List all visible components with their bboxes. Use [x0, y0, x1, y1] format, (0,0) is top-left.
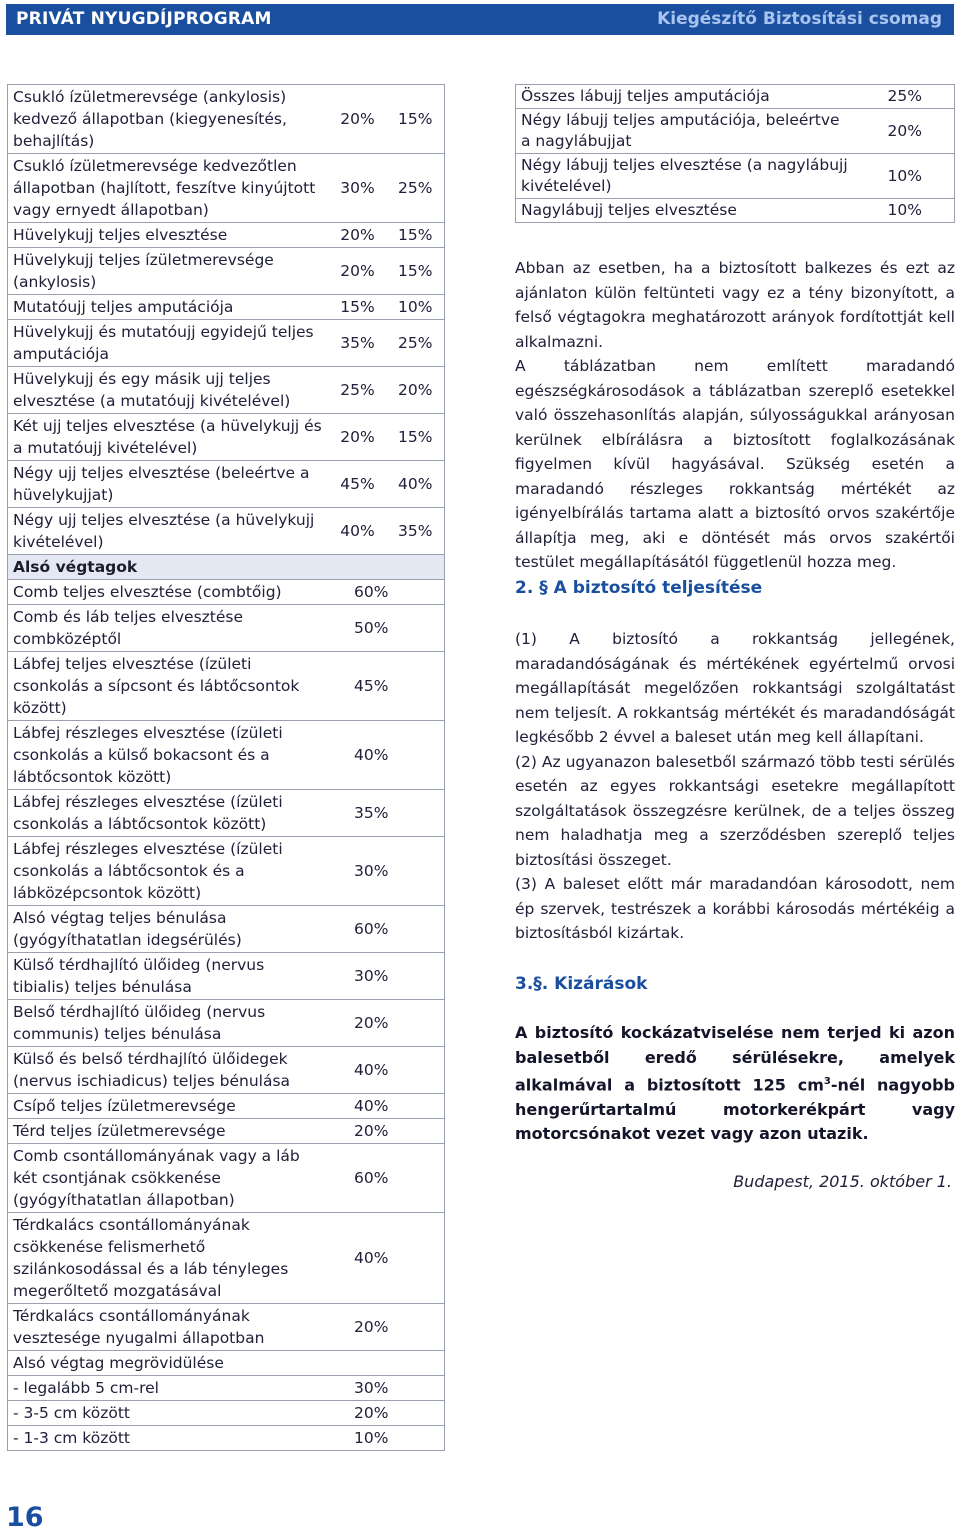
package-title: Kiegészítő Biztosítási csomag	[657, 9, 942, 29]
table-row	[8, 953, 445, 1000]
table-row	[8, 790, 445, 837]
page-number: 16	[6, 1502, 44, 1533]
table-row	[8, 1047, 445, 1094]
section-3-title: 3.§. Kizárások	[515, 974, 648, 994]
rate-value: 20%	[329, 1119, 445, 1144]
rate-secondary: 25%	[387, 320, 445, 367]
paragraph-unlisted-damage: A táblázatban nem említett maradandó egészségkárosodások a táblázatban szereplő esetekkel való összehasonlítás alapján, súlyosságukkal arányosan kerülnek elbírálásra a biztosított foglalkozásának figyelmen kívül hagyásával. Szükség esetén a maradandó részleges rokkantság mértékét az igényelbírálás tartama alatt a biztosító orvos szakértője állapítja meg, aki e döntését más orvos szakértői testület megállapításától függetlenül hozza meg.	[515, 357, 955, 571]
rate-value: 60%	[329, 1144, 445, 1213]
rate-value: 60%	[329, 906, 445, 953]
table-row	[8, 367, 445, 414]
rate-value: 20%	[855, 109, 955, 154]
rate-value: 30%	[329, 1376, 445, 1401]
injury-label: Négy ujj teljes elvesztése (a hüvelykujj kivételével)	[8, 508, 329, 555]
table-row	[8, 721, 445, 790]
injury-label: Comb csontállományának vagy a láb két csontjának csökkenése (gyógyíthatatlan állapotban)	[8, 1144, 329, 1213]
injury-label: Hüvelykujj teljes ízületmerevsége (ankylosis)	[8, 248, 329, 295]
rate-secondary: 40%	[387, 461, 445, 508]
injury-label: - 1-3 cm között	[8, 1426, 329, 1451]
rate-value: 20%	[329, 1304, 445, 1351]
table-row	[8, 85, 445, 154]
injury-label: Lábfej részleges elvesztése (ízületi csonkolás a külső bokacsont és a lábtőcsontok között)	[8, 721, 329, 790]
rate-primary: 15%	[329, 295, 387, 320]
rate-value: 20%	[329, 1401, 445, 1426]
table-row	[516, 199, 955, 223]
program-title: PRIVÁT NYUGDÍJPROGRAM	[16, 9, 272, 29]
exclusion-superscript: 3	[823, 1076, 831, 1087]
injury-label: Négy lábujj teljes elvesztése (a nagylábujj kivételével)	[516, 154, 855, 199]
rate-value: 35%	[329, 790, 445, 837]
section-2-body	[515, 627, 955, 946]
rate-secondary: 20%	[387, 367, 445, 414]
table-row	[8, 1304, 445, 1351]
rate-secondary: 15%	[387, 223, 445, 248]
injury-label: Comb teljes elvesztése (combtőig)	[8, 580, 329, 605]
rate-value: 10%	[855, 199, 955, 223]
exclusion-paragraph	[515, 1021, 955, 1147]
rate-primary: 20%	[329, 248, 387, 295]
injury-label: Négy ujj teljes elvesztése (beleértve a hüvelykujjat)	[8, 461, 329, 508]
injury-label: Csípő teljes ízületmerevsége	[8, 1094, 329, 1119]
table-row	[8, 1401, 445, 1426]
table-row	[8, 154, 445, 223]
table-row	[8, 248, 445, 295]
table-row	[8, 1376, 445, 1401]
rate-value: 40%	[329, 1047, 445, 1094]
injury-label: Mutatóujj teljes amputációja	[8, 295, 329, 320]
table-row	[516, 154, 955, 199]
exclusion-text-start: A biztosító kockázatviselése nem terjed ki azon balesetből eredő sérülésekre, amelyek alkalmával a biztosított 125 cm	[515, 1023, 955, 1095]
injury-label: Lábfej részleges elvesztése (ízületi csonkolás a lábtőcsontok között)	[8, 790, 329, 837]
rate-secondary: 10%	[387, 295, 445, 320]
injury-label: Hüvelykujj és mutatóujj egyidejű teljes amputációja	[8, 320, 329, 367]
rate-value: 30%	[329, 953, 445, 1000]
rate-value: 60%	[329, 580, 445, 605]
injury-label: Két ujj teljes elvesztése (a hüvelykujj és a mutatóujj kivételével)	[8, 414, 329, 461]
section-2-paragraph-2: (2) Az ugyanazon balesetből származó több testi sérülés esetén az egyes rokkantsági esetekre megállapított szolgáltatások összegzésre kerülnek, de a teljes összeg nem haladhatja meg a szerződésben szereplő teljes biztosítási összeget.	[515, 752, 955, 869]
injury-label: Térdkalács csontállományának vesztesége nyugalmi állapotban	[8, 1304, 329, 1351]
table-row	[8, 508, 445, 555]
injury-label: Négy lábujj teljes amputációja, beleértve a nagylábujjat	[516, 109, 855, 154]
injury-label: Térd teljes ízületmerevsége	[8, 1119, 329, 1144]
rate-secondary: 25%	[387, 154, 445, 223]
table-row	[8, 906, 445, 953]
injury-label: Összes lábujj teljes amputációja	[516, 85, 855, 109]
table-row	[516, 109, 955, 154]
injury-label: Hüvelykujj teljes elvesztése	[8, 223, 329, 248]
exclusion-text-end: -nél nagyobb hengerűrtartalmú motorkerékpárt vagy motorcsónakot vezet vagy azon utazik.	[515, 1075, 956, 1144]
rate-secondary: 15%	[387, 414, 445, 461]
table-row	[8, 223, 445, 248]
section-title: Alsó végtagok	[8, 555, 445, 580]
table-row	[8, 837, 445, 906]
rate-primary: 40%	[329, 508, 387, 555]
rate-value: 40%	[329, 1094, 445, 1119]
rate-secondary: 15%	[387, 248, 445, 295]
section-2-paragraph-1: (1) A biztosító a rokkantság jellegének, maradandóságának és mértékének egyértelmű orvosi megállapítását megelőzően rokkantsági szolgáltatást nem teljesít. A rokkantság mértékét és maradandóságát legkésőbb 2 évvel a baleset után meg kell állapítani.	[515, 630, 955, 746]
injury-label: Külső térdhajlító ülőideg (nervus tibialis) teljes bénulása	[8, 953, 329, 1000]
rate-value: 10%	[855, 154, 955, 199]
section-2-title: 2. § A biztosító teljesítése	[515, 578, 763, 598]
table-row	[8, 1213, 445, 1304]
table-row	[8, 320, 445, 367]
injury-label: Lábfej részleges elvesztése (ízületi csonkolás a lábtőcsontok és a lábközépcsontok között)	[8, 837, 329, 906]
toe-rate-table	[515, 84, 955, 223]
rate-value: 45%	[329, 652, 445, 721]
table-row	[8, 1119, 445, 1144]
table-row	[8, 1094, 445, 1119]
injury-label: Külső és belső térdhajlító ülőidegek (nervus ischiadicus) teljes bénulása	[8, 1047, 329, 1094]
injury-label: Alsó végtag megrövidülése	[8, 1351, 329, 1376]
injury-label: Comb és láb teljes elvesztése combközéptől	[8, 605, 329, 652]
table-row	[8, 1351, 445, 1376]
injury-label: Lábfej teljes elvesztése (ízületi csonkolás a sípcsont és lábtőcsontok között)	[8, 652, 329, 721]
table-row	[516, 85, 955, 109]
rate-value: 10%	[329, 1426, 445, 1451]
injury-label: Csukló ízületmerevsége kedvezőtlen állapotban (hajlított, feszítve kinyújtott vagy ernyedt állapotban)	[8, 154, 329, 223]
rate-secondary: 15%	[387, 85, 445, 154]
disability-rate-table	[7, 84, 445, 1451]
rate-primary: 20%	[329, 414, 387, 461]
table-row	[8, 652, 445, 721]
injury-label: Belső térdhajlító ülőideg (nervus communis) teljes bénulása	[8, 1000, 329, 1047]
left-handed-paragraph	[515, 256, 955, 575]
injury-label: Hüvelykujj és egy másik ujj teljes elvesztése (a mutatóujj kivételével)	[8, 367, 329, 414]
table-row	[8, 461, 445, 508]
rate-value: 25%	[855, 85, 955, 109]
rate-primary: 20%	[329, 85, 387, 154]
header-bar	[6, 4, 954, 35]
injury-label: Nagylábujj teljes elvesztése	[516, 199, 855, 223]
rate-primary: 35%	[329, 320, 387, 367]
table-row	[8, 580, 445, 605]
rate-primary: 30%	[329, 154, 387, 223]
table-row	[8, 414, 445, 461]
table-row	[8, 295, 445, 320]
paragraph-left-handed: Abban az esetben, ha a biztosított balkezes és ezt az ajánlaton külön feltünteti vagy ez a tény bizonyított, a felső végtagokra meghatározott arányok fordítottját kell alkalmazni.	[515, 259, 955, 351]
rate-primary: 25%	[329, 367, 387, 414]
rate-value: 40%	[329, 721, 445, 790]
injury-label: Térdkalács csontállományának csökkenése felismerhető szilánkosodással és a láb tényleges megerőltető mozgatásával	[8, 1213, 329, 1304]
section-row-lower-limbs	[8, 555, 445, 580]
table-row	[8, 1000, 445, 1047]
injury-label: Csukló ízületmerevsége (ankylosis) kedvező állapotban (kiegyenesítés, behajlítás)	[8, 85, 329, 154]
section-2-paragraph-3: (3) A baleset előtt már maradandóan károsodott, nem ép szervek, testrészek a korábbi károsodás mértékéig a biztosításból kizártak.	[515, 875, 955, 942]
rate-secondary: 35%	[387, 508, 445, 555]
place-date: Budapest, 2015. október 1.	[733, 1172, 952, 1191]
injury-label: Alsó végtag teljes bénulása (gyógyíthatatlan idegsérülés)	[8, 906, 329, 953]
rate-value: 20%	[329, 1000, 445, 1047]
rate-primary: 20%	[329, 223, 387, 248]
table-row	[8, 1426, 445, 1451]
injury-label: - legalább 5 cm-rel	[8, 1376, 329, 1401]
injury-label: - 3-5 cm között	[8, 1401, 329, 1426]
rate-value: 40%	[329, 1213, 445, 1304]
rate-value: 50%	[329, 605, 445, 652]
rate-value: 30%	[329, 837, 445, 906]
table-row	[8, 1144, 445, 1213]
rate-value	[329, 1351, 445, 1376]
rate-primary: 45%	[329, 461, 387, 508]
table-row	[8, 605, 445, 652]
